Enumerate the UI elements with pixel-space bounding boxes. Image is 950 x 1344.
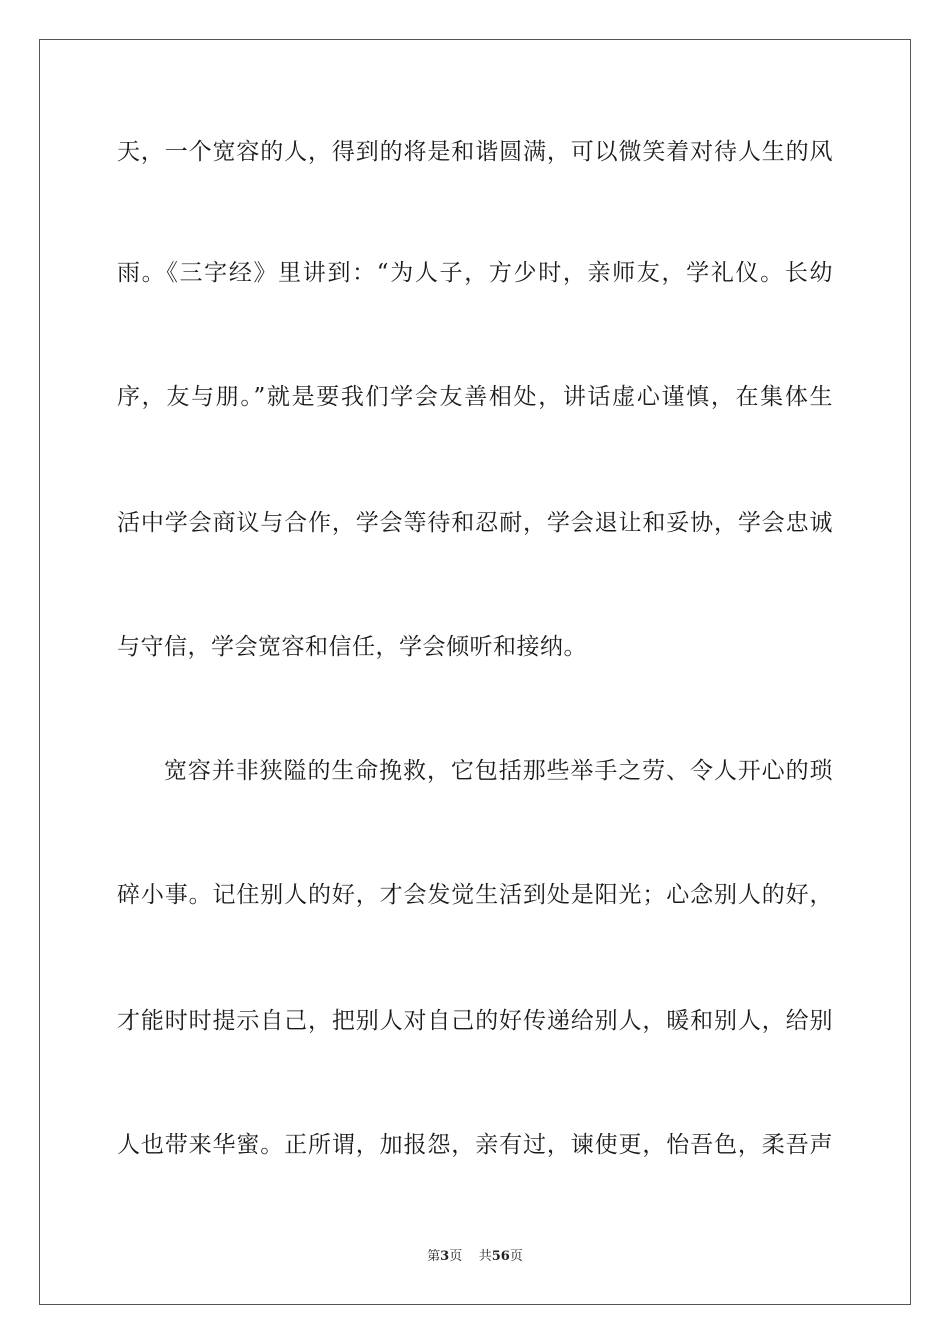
- text-line-4: 活中学会商议与合作，学会等待和忍耐，学会退让和妥协，学会忠诚: [117, 510, 833, 536]
- text-line-7: 碎小事。记住别人的好，才会发觉生活到处是阳光；心念别人的好，: [117, 882, 833, 908]
- text-line-2: 雨。《三字经》里讲到：“为人子，方少时，亲师友，学礼仪。长幼: [117, 260, 833, 286]
- total-pages: 56: [491, 1249, 510, 1264]
- text-line-3: 序，友与朋。”就是要我们学会友善相处，讲话虚心谨慎，在集体生: [117, 384, 833, 410]
- text-line-9: 人也带来华蜜。正所谓，加报怨，亲有过，谏使更，怡吾色，柔吾声: [117, 1132, 833, 1158]
- text-line-5: 与守信，学会宽容和信任，学会倾听和接纳。: [117, 634, 587, 660]
- text-line-6: 宽容并非狭隘的生命挽救，它包括那些举手之劳、令人开心的琐: [164, 758, 833, 784]
- page-prefix: 第: [427, 1249, 441, 1264]
- total-suffix: 页: [509, 1249, 523, 1264]
- text-line-1: 天，一个宽容的人，得到的将是和谐圆满，可以微笑着对待人生的风: [117, 139, 833, 165]
- page-footer: [0, 1248, 950, 1266]
- text-line-8: 才能时时提示自己，把别人对自己的好传递给别人，暖和别人，给别: [117, 1008, 833, 1034]
- page-suffix: 页: [449, 1249, 463, 1264]
- page-border: [39, 39, 911, 1305]
- total-prefix: 共: [478, 1249, 492, 1264]
- page-number: 3: [440, 1249, 450, 1264]
